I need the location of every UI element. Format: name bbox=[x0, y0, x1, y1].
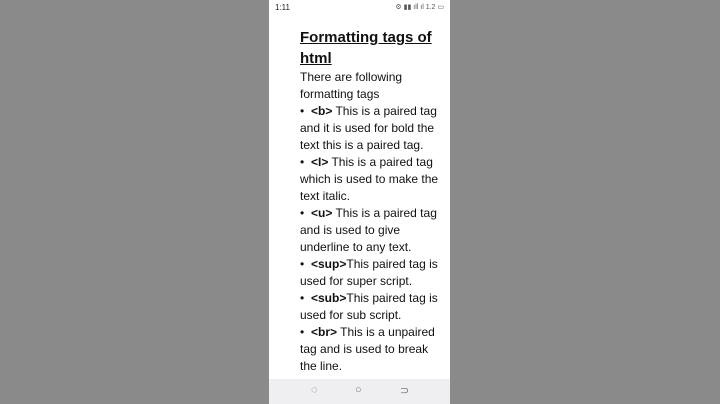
item-text: This is a unpaired bbox=[337, 325, 435, 339]
navigation-bar bbox=[269, 379, 450, 404]
status-bar bbox=[269, 0, 450, 16]
item-line bbox=[300, 205, 448, 222]
item-text: and is used to give bbox=[300, 223, 401, 237]
list-item bbox=[300, 256, 448, 290]
phone-screen bbox=[269, 0, 450, 404]
item-text: This paired tag is bbox=[346, 257, 438, 271]
item-text: used for super script. bbox=[300, 274, 413, 288]
item-text: text this is a paired tag. bbox=[300, 138, 424, 152]
bullet-icon: • bbox=[300, 206, 305, 220]
status-icons: ⚙ ▮▮ ıll ıl 1.2 ▭ bbox=[395, 4, 444, 11]
item-line bbox=[300, 324, 448, 341]
intro-line: formatting tags bbox=[300, 87, 380, 101]
item-text: This is a paired tag bbox=[328, 155, 433, 169]
title-line: html bbox=[300, 50, 332, 67]
tag-name: <u> bbox=[311, 206, 333, 220]
item-line bbox=[300, 222, 448, 239]
item-line bbox=[300, 290, 448, 307]
tag-name: <sup> bbox=[311, 257, 347, 271]
list-item bbox=[300, 324, 448, 375]
recent-apps-button[interactable]: ◌ bbox=[311, 384, 318, 396]
intro-line: There are following bbox=[300, 70, 403, 84]
list-item bbox=[300, 290, 448, 324]
tag-list bbox=[300, 103, 448, 375]
title-line: Formatting tags of bbox=[300, 29, 432, 46]
page-title bbox=[300, 27, 448, 69]
status-time: 1:11 bbox=[275, 3, 290, 12]
item-text: and it is used for bold the bbox=[300, 121, 435, 135]
home-button[interactable]: ○ bbox=[355, 384, 362, 396]
back-button[interactable]: ⊃ bbox=[400, 385, 410, 397]
item-text: underline to any text. bbox=[300, 240, 412, 254]
bullet-icon: • bbox=[300, 325, 305, 339]
item-text: This paired tag is bbox=[346, 291, 438, 305]
item-line bbox=[300, 239, 448, 256]
tag-name: <br> bbox=[311, 325, 338, 339]
document bbox=[300, 27, 448, 375]
list-item bbox=[300, 103, 448, 154]
item-line bbox=[300, 307, 448, 324]
item-line bbox=[300, 188, 448, 205]
item-line bbox=[300, 341, 448, 358]
tag-name: <sub> bbox=[311, 291, 347, 305]
item-line bbox=[300, 273, 448, 290]
item-text: used for sub script. bbox=[300, 308, 402, 322]
bullet-icon: • bbox=[300, 291, 305, 305]
bullet-icon: • bbox=[300, 104, 305, 118]
bullet-icon: • bbox=[300, 257, 305, 271]
item-text: This is a paired tag bbox=[332, 206, 437, 220]
list-item bbox=[300, 205, 448, 256]
item-line bbox=[300, 358, 448, 375]
item-line bbox=[300, 256, 448, 273]
item-line bbox=[300, 137, 448, 154]
tag-name: <b> bbox=[311, 104, 333, 118]
bullet-icon: • bbox=[300, 155, 305, 169]
item-text: which is used to make the bbox=[300, 172, 439, 186]
item-line bbox=[300, 171, 448, 188]
item-text: text italic. bbox=[300, 189, 351, 203]
item-line bbox=[300, 154, 448, 171]
item-line bbox=[300, 120, 448, 137]
item-line bbox=[300, 103, 448, 120]
item-text: tag and is used to break bbox=[300, 342, 429, 356]
item-text: This is a paired tag bbox=[332, 104, 437, 118]
item-text: the line. bbox=[300, 359, 343, 373]
list-item bbox=[300, 154, 448, 205]
tag-name: <I> bbox=[311, 155, 329, 169]
